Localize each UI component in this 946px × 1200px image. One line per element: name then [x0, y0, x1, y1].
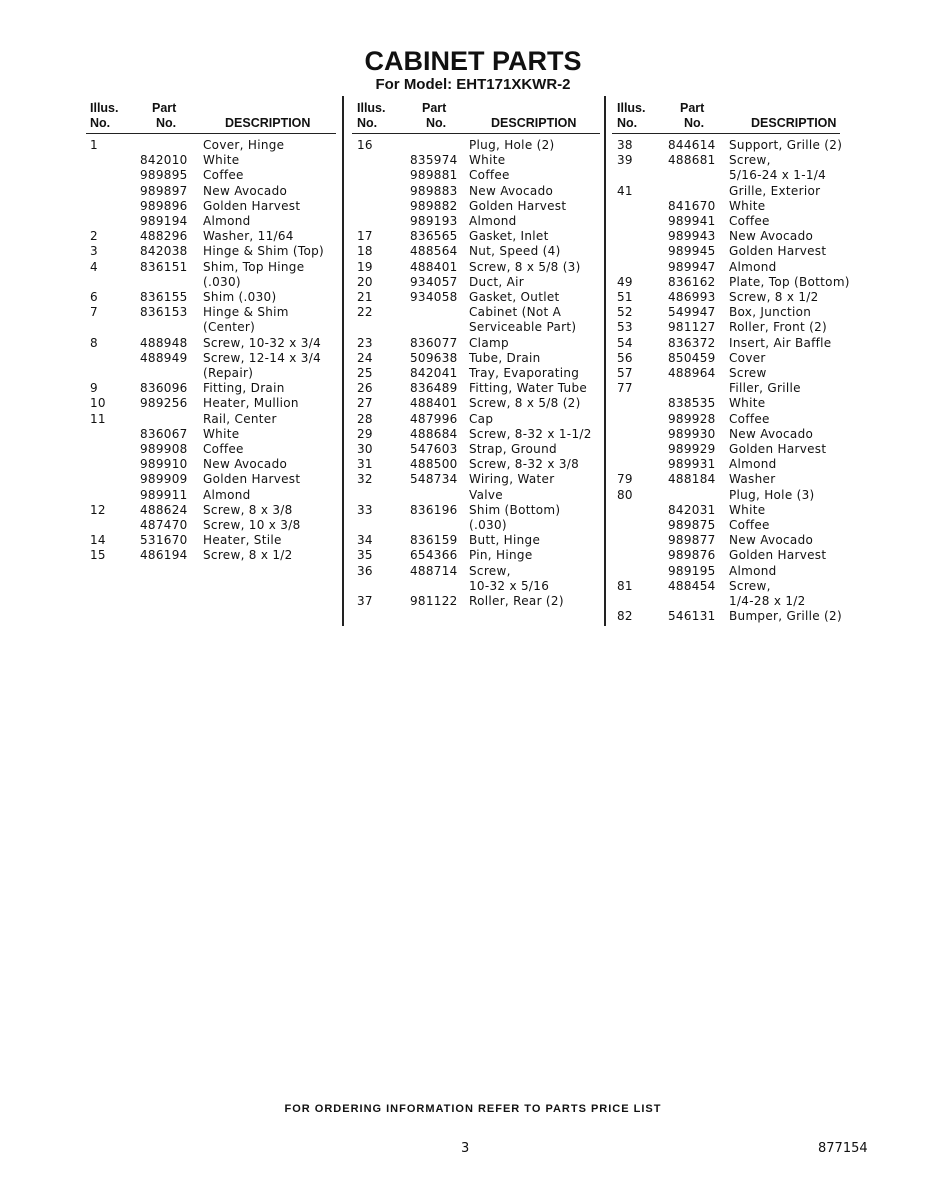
header-part-no: No.: [426, 116, 447, 130]
part-description: Butt, Hinge: [469, 533, 541, 548]
part-description: 5/16-24 x 1-1/4: [729, 168, 827, 183]
part-description: Insert, Air Baffle: [729, 335, 832, 350]
part-number: 989943: [668, 229, 716, 244]
part-description: Cover, Hinge: [203, 138, 285, 152]
illus-number: 33: [357, 502, 373, 517]
part-number: 989909: [140, 472, 188, 487]
table-row: [0, 381, 946, 396]
illus-number: 14: [90, 533, 106, 548]
part-description: White: [729, 396, 766, 411]
part-number: 844614: [668, 138, 716, 152]
part-description: Plug, Hole (3): [729, 487, 815, 502]
header-rule: [86, 133, 336, 134]
illus-number: 34: [357, 533, 373, 548]
illus-number: 19: [357, 259, 373, 274]
part-description: Screw, 8-32 x 1-1/2: [469, 426, 592, 441]
illus-number: 27: [357, 396, 373, 411]
part-description: White: [729, 502, 766, 517]
illus-number: 1: [90, 138, 98, 152]
part-number: 836067: [140, 426, 188, 441]
part-description: Rail, Center: [203, 411, 277, 426]
part-description: Valve: [469, 487, 503, 502]
part-description: Shim, Top Hinge: [203, 259, 305, 274]
part-description: 10-32 x 5/16: [469, 578, 550, 593]
illus-number: 39: [617, 153, 633, 168]
part-description: Duct, Air: [469, 274, 524, 289]
table-row: [0, 138, 946, 153]
part-description: Washer: [729, 472, 776, 487]
illus-number: 9: [90, 381, 98, 396]
part-number: 989896: [140, 198, 188, 213]
part-description: Almond: [729, 457, 777, 472]
part-number: 850459: [668, 350, 716, 365]
header-description: DESCRIPTION: [751, 116, 837, 130]
part-description: Almond: [729, 563, 777, 578]
part-number: 989881: [410, 168, 458, 183]
table-row: [0, 336, 946, 351]
part-description: Golden Harvest: [729, 244, 827, 259]
part-number: 836155: [140, 290, 188, 304]
part-number: 488624: [140, 502, 188, 517]
illus-number: 2: [90, 229, 98, 244]
table-row: [0, 427, 946, 442]
part-number: 836159: [410, 533, 458, 548]
part-description: Golden Harvest: [203, 472, 301, 487]
illus-number: 79: [617, 472, 633, 487]
part-description: Almond: [203, 214, 251, 228]
part-description: (Repair): [203, 366, 254, 380]
part-number: 549947: [668, 305, 716, 320]
illus-number: 4: [90, 259, 98, 274]
part-description: Shim (Bottom): [469, 502, 561, 517]
table-row: [0, 533, 946, 548]
part-description: Hinge & Shim (Top): [203, 244, 325, 259]
header-illus-no: No.: [357, 116, 378, 130]
illus-number: 22: [357, 305, 373, 320]
part-description: New Avocado: [203, 457, 288, 472]
illus-number: 28: [357, 411, 373, 426]
header-illus-label: Illus.: [357, 101, 386, 115]
part-number: 841670: [668, 198, 716, 213]
part-description: Coffee: [469, 168, 510, 183]
illus-number: 20: [357, 274, 373, 289]
table-row: [0, 305, 946, 320]
part-number: 488681: [668, 153, 716, 168]
table-row: [0, 260, 946, 275]
part-description: Screw,: [729, 153, 771, 168]
part-description: (.030): [469, 518, 507, 532]
part-number: 486993: [668, 290, 716, 304]
part-description: Roller, Rear (2): [469, 594, 564, 608]
table-row: [0, 320, 946, 335]
table-row: [0, 244, 946, 259]
part-description: White: [203, 153, 240, 168]
part-description: Coffee: [729, 411, 770, 426]
part-description: Nut, Speed (4): [469, 244, 561, 259]
part-description: Roller, Front (2): [729, 320, 828, 335]
table-row: [0, 488, 946, 503]
illus-number: 24: [357, 350, 373, 365]
table-row: [0, 564, 946, 579]
illus-number: 41: [617, 183, 633, 198]
page-title: CABINET PARTS: [364, 46, 582, 76]
part-number: 838535: [668, 396, 716, 411]
part-number: 488401: [410, 396, 458, 411]
header-illus: [357, 101, 385, 131]
part-number: 989882: [410, 198, 458, 213]
part-number: 989908: [140, 442, 188, 456]
part-description: Fitting, Water Tube: [469, 381, 588, 396]
part-number: 487996: [410, 411, 458, 426]
illus-number: 49: [617, 274, 633, 289]
part-description: White: [729, 198, 766, 213]
header-description: DESCRIPTION: [491, 116, 577, 130]
part-description: New Avocado: [729, 229, 814, 244]
part-number: 842031: [668, 502, 716, 517]
part-number: 836565: [410, 229, 458, 244]
illus-number: 3: [90, 244, 98, 259]
illus-number: 26: [357, 381, 373, 396]
illus-number: 77: [617, 381, 633, 396]
table-row: [0, 214, 946, 229]
illus-number: 6: [90, 290, 98, 304]
illus-number: 52: [617, 305, 633, 320]
part-description: Screw, 12-14 x 3/4: [203, 350, 322, 365]
part-description: Screw, 10-32 x 3/4: [203, 335, 322, 350]
part-number: 981122: [410, 594, 458, 608]
part-number: 981127: [668, 320, 716, 335]
header-part-no: No.: [156, 116, 177, 130]
part-description: Washer, 11/64: [203, 229, 294, 244]
part-number: 488454: [668, 578, 716, 593]
part-description: Cabinet (Not A: [469, 305, 562, 320]
part-description: Box, Junction: [729, 305, 812, 320]
part-description: Support, Grille (2): [729, 138, 843, 152]
part-description: Coffee: [203, 168, 244, 183]
part-description: Screw, 8 x 3/8: [203, 502, 293, 517]
part-description: Coffee: [729, 518, 770, 532]
part-number: 488500: [410, 457, 458, 472]
part-description: Golden Harvest: [203, 198, 301, 213]
part-number: 488684: [410, 426, 458, 441]
part-number: 989910: [140, 457, 188, 472]
part-description: Screw, 10 x 3/8: [203, 518, 301, 532]
header-part: [422, 101, 446, 131]
part-description: Cover: [729, 350, 766, 365]
header-illus-label: Illus.: [617, 101, 646, 115]
part-number: 488184: [668, 472, 716, 487]
part-number: 487470: [140, 518, 188, 532]
part-number: 486194: [140, 548, 188, 563]
illus-number: 11: [90, 411, 106, 426]
page-number: 3: [461, 1141, 470, 1156]
table-row: [0, 153, 946, 168]
part-description: Golden Harvest: [729, 548, 827, 563]
part-number: 836372: [668, 335, 716, 350]
part-number: 836096: [140, 381, 188, 396]
header-illus-no: No.: [617, 116, 638, 130]
part-number: 989194: [140, 214, 188, 228]
part-number: 989895: [140, 168, 188, 183]
illus-number: 18: [357, 244, 373, 259]
part-number: 488401: [410, 259, 458, 274]
part-description: Bumper, Grille (2): [729, 609, 842, 624]
part-description: Pin, Hinge: [469, 548, 533, 563]
table-row: [0, 579, 946, 594]
part-description: Tray, Evaporating: [469, 366, 580, 380]
table-row: [0, 229, 946, 244]
part-description: Serviceable Part): [469, 320, 577, 335]
part-description: Screw, 8 x 5/8 (3): [469, 259, 581, 274]
illus-number: 10: [90, 396, 106, 411]
part-description: Golden Harvest: [729, 442, 827, 456]
part-description: (Center): [203, 320, 256, 335]
illus-number: 38: [617, 138, 633, 152]
illus-number: 80: [617, 487, 633, 502]
part-number: 842038: [140, 244, 188, 259]
header-illus-label: Illus.: [90, 101, 119, 115]
table-row: [0, 290, 946, 305]
illus-number: 81: [617, 578, 633, 593]
part-description: Gasket, Inlet: [469, 229, 549, 244]
part-description: Screw,: [729, 578, 771, 593]
part-number: 836489: [410, 381, 458, 396]
illus-number: 35: [357, 548, 373, 563]
header-rule: [612, 133, 840, 134]
table-row: [0, 472, 946, 487]
illus-number: 15: [90, 548, 106, 563]
part-description: Screw, 8 x 5/8 (2): [469, 396, 581, 411]
part-description: Filler, Grille: [729, 381, 801, 396]
illus-number: 54: [617, 335, 633, 350]
table-row: [0, 548, 946, 563]
part-description: Screw, 8 x 1/2: [203, 548, 293, 563]
part-number: 989931: [668, 457, 716, 472]
part-description: Hinge & Shim: [203, 305, 289, 320]
part-number: 934058: [410, 290, 458, 304]
part-number: 989875: [668, 518, 716, 532]
illus-number: 51: [617, 290, 633, 304]
illus-number: 37: [357, 594, 373, 608]
part-number: 989945: [668, 244, 716, 259]
part-description: Screw, 8 x 1/2: [729, 290, 819, 304]
header-part-no: No.: [684, 116, 705, 130]
part-description: Almond: [469, 214, 517, 228]
table-row: [0, 503, 946, 518]
part-number: 509638: [410, 350, 458, 365]
header-illus: [90, 101, 118, 131]
part-description: Grille, Exterior: [729, 183, 821, 198]
part-description: Cap: [469, 411, 494, 426]
illus-number: 16: [357, 138, 373, 152]
header-illus: [617, 101, 645, 131]
table-row: [0, 168, 946, 183]
part-number: 989877: [668, 533, 716, 548]
part-number: 836196: [410, 502, 458, 517]
part-number: 546131: [668, 609, 716, 624]
part-description: Strap, Ground: [469, 442, 557, 456]
illus-number: 36: [357, 563, 373, 578]
illus-number: 23: [357, 335, 373, 350]
illus-number: 29: [357, 426, 373, 441]
illus-number: 57: [617, 366, 633, 380]
part-description: (.030): [203, 274, 241, 289]
part-number: 547603: [410, 442, 458, 456]
model-subtitle: For Model: EHT171XKWR-2: [375, 76, 571, 93]
ordering-note: FOR ORDERING INFORMATION REFER TO PARTS PRICE LIST: [284, 1103, 662, 1115]
part-description: Clamp: [469, 335, 509, 350]
table-row: [0, 518, 946, 533]
header-part-label: Part: [152, 101, 177, 115]
part-number: 488564: [410, 244, 458, 259]
part-number: 989941: [668, 214, 716, 228]
illus-number: 21: [357, 290, 373, 304]
part-description: Almond: [729, 259, 777, 274]
part-description: New Avocado: [729, 533, 814, 548]
header-part-label: Part: [680, 101, 705, 115]
part-description: Heater, Mullion: [203, 396, 299, 411]
part-description: Heater, Stile: [203, 533, 282, 548]
part-description: Golden Harvest: [469, 198, 567, 213]
part-number: 488964: [668, 366, 716, 380]
part-number: 989947: [668, 259, 716, 274]
part-number: 488949: [140, 350, 188, 365]
table-row: [0, 366, 946, 381]
table-row: [0, 184, 946, 199]
part-description: Screw,: [469, 563, 511, 578]
part-number: 842010: [140, 153, 188, 168]
part-number: 836162: [668, 274, 716, 289]
table-row: [0, 594, 946, 609]
part-number: 934057: [410, 274, 458, 289]
illus-number: 31: [357, 457, 373, 472]
illus-number: 32: [357, 472, 373, 487]
part-number: 836077: [410, 335, 458, 350]
part-number: 989897: [140, 183, 188, 198]
part-description: Shim (.030): [203, 290, 277, 304]
part-description: Wiring, Water: [469, 472, 555, 487]
part-description: White: [203, 426, 240, 441]
part-number: 989911: [140, 487, 188, 502]
table-row: [0, 396, 946, 411]
table-row: [0, 442, 946, 457]
part-number: 989928: [668, 411, 716, 426]
part-number: 989929: [668, 442, 716, 456]
part-description: Screw, 8-32 x 3/8: [469, 457, 580, 472]
part-description: New Avocado: [203, 183, 288, 198]
illus-number: 7: [90, 305, 98, 320]
part-description: Coffee: [729, 214, 770, 228]
part-description: Plate, Top (Bottom): [729, 274, 850, 289]
part-number: 989193: [410, 214, 458, 228]
part-number: 989883: [410, 183, 458, 198]
header-part-label: Part: [422, 101, 447, 115]
illus-number: 8: [90, 335, 98, 350]
part-description: Plug, Hole (2): [469, 138, 555, 152]
illus-number: 56: [617, 350, 633, 365]
header-illus-no: No.: [90, 116, 111, 130]
part-number: 989195: [668, 563, 716, 578]
part-description: New Avocado: [469, 183, 554, 198]
part-number: 488296: [140, 229, 188, 244]
part-description: Coffee: [203, 442, 244, 456]
document-number: 877154: [818, 1141, 868, 1156]
part-description: 1/4-28 x 1/2: [729, 594, 806, 608]
part-number: 531670: [140, 533, 188, 548]
header-part: [152, 101, 176, 131]
table-row: [0, 412, 946, 427]
illus-number: 30: [357, 442, 373, 456]
illus-number: 12: [90, 502, 106, 517]
part-number: 836151: [140, 259, 188, 274]
part-description: Almond: [203, 487, 251, 502]
part-number: 989876: [668, 548, 716, 563]
header-description: DESCRIPTION: [225, 116, 311, 130]
part-number: 488714: [410, 563, 458, 578]
part-description: Fitting, Drain: [203, 381, 285, 396]
table-row: [0, 275, 946, 290]
part-number: 488948: [140, 335, 188, 350]
table-row: [0, 457, 946, 472]
header-part: [680, 101, 704, 131]
illus-number: 17: [357, 229, 373, 244]
part-description: Tube, Drain: [469, 350, 541, 365]
table-row: [0, 199, 946, 214]
illus-number: 53: [617, 320, 633, 335]
part-number: 989256: [140, 396, 188, 411]
part-number: 654366: [410, 548, 458, 563]
table-row: [0, 609, 946, 624]
part-description: Screw: [729, 366, 767, 380]
part-number: 989930: [668, 426, 716, 441]
illus-number: 25: [357, 366, 373, 380]
table-row: [0, 351, 946, 366]
part-description: New Avocado: [729, 426, 814, 441]
part-description: White: [469, 153, 506, 168]
part-number: 836153: [140, 305, 188, 320]
part-number: 835974: [410, 153, 458, 168]
header-rule: [352, 133, 600, 134]
part-number: 842041: [410, 366, 458, 380]
part-description: Gasket, Outlet: [469, 290, 560, 304]
illus-number: 82: [617, 609, 633, 624]
part-number: 548734: [410, 472, 458, 487]
